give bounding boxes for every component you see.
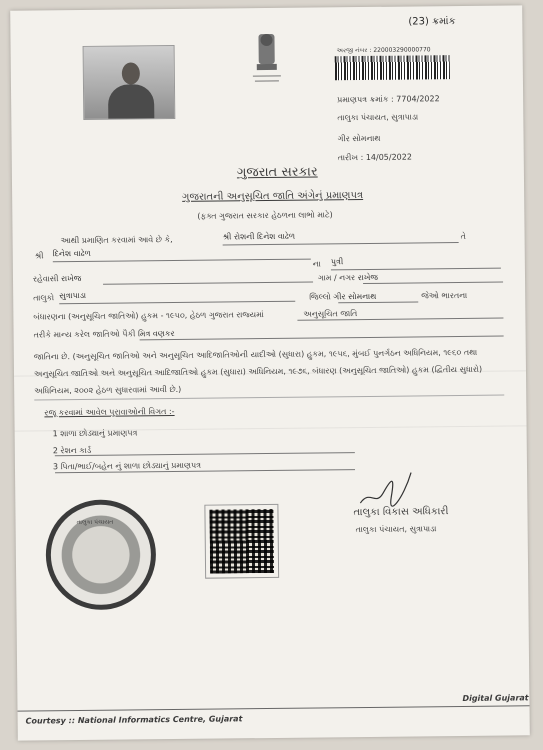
resident-value: રાખેજ: [61, 273, 82, 284]
village-label: ગામ / નગર: [317, 273, 356, 283]
signatory-title: તાલુકા વિકાસ અધિકારી: [353, 506, 449, 519]
caste-type: અનુસૂચિત જાતિ: [303, 309, 358, 319]
seal-text: તાલુકા પંચાયત: [76, 518, 114, 527]
relation-line: [331, 256, 501, 271]
document-item: 2 રેશન કાર્ડ: [52, 445, 92, 456]
documents-heading: રજૂ કરવામાં આવેલ પુરાવાઓની વિગત :-: [44, 407, 175, 418]
date-value: 14/05/2022: [365, 152, 412, 162]
line-end-1: તે: [460, 231, 466, 241]
certificate-subtitle: (ફક્ત ગુજરાત સરકાર હેઠળના લાભો માટે): [197, 210, 333, 221]
certificate-number-label: પ્રમાણપત્ર ક્રમાંક :: [337, 94, 394, 105]
caste-name-line: [137, 324, 504, 341]
document-line: [52, 457, 355, 473]
office-line-2: ગીર સોમનાથ: [337, 133, 381, 144]
certificate-number-value: 7704/2022: [396, 94, 440, 104]
village-line: [363, 270, 503, 284]
state-of-label: જેઓ ભારતના: [421, 290, 468, 301]
qr-code: [205, 505, 278, 578]
taluka-label: તાલુકો: [33, 293, 55, 303]
caste-label: તરીકે માન્ય કરેલ જાતિઓ પૈકી: [33, 329, 136, 340]
national-emblem-icon: [248, 30, 285, 86]
signature-icon: [355, 468, 415, 509]
beneficiary-name-line: [223, 230, 459, 245]
handwritten-reference: (23) ક્રમાંક: [408, 16, 456, 28]
parent-name-line: [53, 247, 311, 263]
document-item: 3 પિતા/ભાઈ/બહેન નું શાળા છોડ્યાનું પ્રમાણપત્ર: [52, 460, 202, 472]
footer-portal: Digital Gujarat: [462, 693, 529, 704]
legal-paragraph: જાતિના છે. (અનુસૂચિત જાતિઓ અને અનુસૂચિત આદિજાતિઓની યાદીઓ (સુધારા) હુકમ, ૧૯૫૬, મુંબઈ પુનર્ગઠન અધિનિયમ, ૧૯૬૦ તથા અનુસૂચિત જાતિઓ અને અનુસૂચિત આદિજાતિઓ હુકમ (સુધારા) અધિનિયમ, ૧૯૭૬, બંધારણ (અનુસૂચિત જાતિઓ) હુકમ (દ્વિતીય સુધારો) અધિનિયમ, ૨૦૦૨ હેઠળ સુધારવામાં આવી છે.): [34, 344, 505, 401]
shri-label: શ્રી: [34, 251, 44, 261]
relation-label: ના: [312, 259, 321, 269]
resident-line: [103, 270, 313, 285]
village-value: રાખેજ: [357, 272, 379, 283]
caste-value: મિત્ર વણકર: [137, 328, 175, 339]
parent-name: દિનેશ વાઢેળ: [52, 248, 91, 259]
certificate-paper: [10, 5, 530, 740]
application-number: અરજી નંબર : 220003290000770: [336, 46, 431, 55]
district-value: ગીર સોમનાથ: [333, 291, 377, 302]
office-line-1: તાલુકા પંચાયત, સુત્રાપાડા: [337, 112, 419, 123]
document-line: [52, 440, 355, 456]
certificate-title: ગુજરાતની અનુસૂચિત જાતિ અંગેનું પ્રમાણપત્ર: [182, 190, 364, 203]
taluka-value: સુત્રાપાડા: [59, 290, 87, 301]
footer-rule: [18, 705, 530, 711]
relation-value: પુત્રી: [330, 257, 344, 267]
footer-courtesy: Courtesy :: National Informatics Centre, Gujarat: [25, 714, 243, 726]
district-label: જિલ્લો: [309, 292, 331, 302]
beneficiary-name: શ્રી રોશની દિનેશ વાઢેળ: [222, 231, 296, 242]
document-item: 1 શાળા છોડ્યાનું પ્રમાણપત્ર: [52, 428, 138, 439]
district-line: [338, 289, 418, 303]
resident-label: રહેવાસી: [32, 274, 59, 284]
date-label: તારીખ :: [337, 153, 364, 163]
caste-line: [297, 306, 503, 321]
certificate-number: [337, 94, 440, 105]
barcode: [335, 55, 450, 80]
applicant-photo: [83, 45, 176, 120]
constitution-text: બંધારણના (અનુસૂચિત જાતિઓ) હુકમ - ૧૯૫૦, હેઠળ ગુજરાત રાજ્યમાં: [33, 310, 264, 322]
signatory-office: તાલુકા પંચાયત, સુત્રાપાડા: [355, 524, 437, 535]
official-seal: [45, 499, 156, 610]
taluka-line: [59, 289, 295, 304]
certify-text: આથી પ્રમાણિત કરવામાં આવે છે કે,: [60, 235, 173, 246]
state-title: ગુજરાત સરકાર: [236, 164, 318, 181]
